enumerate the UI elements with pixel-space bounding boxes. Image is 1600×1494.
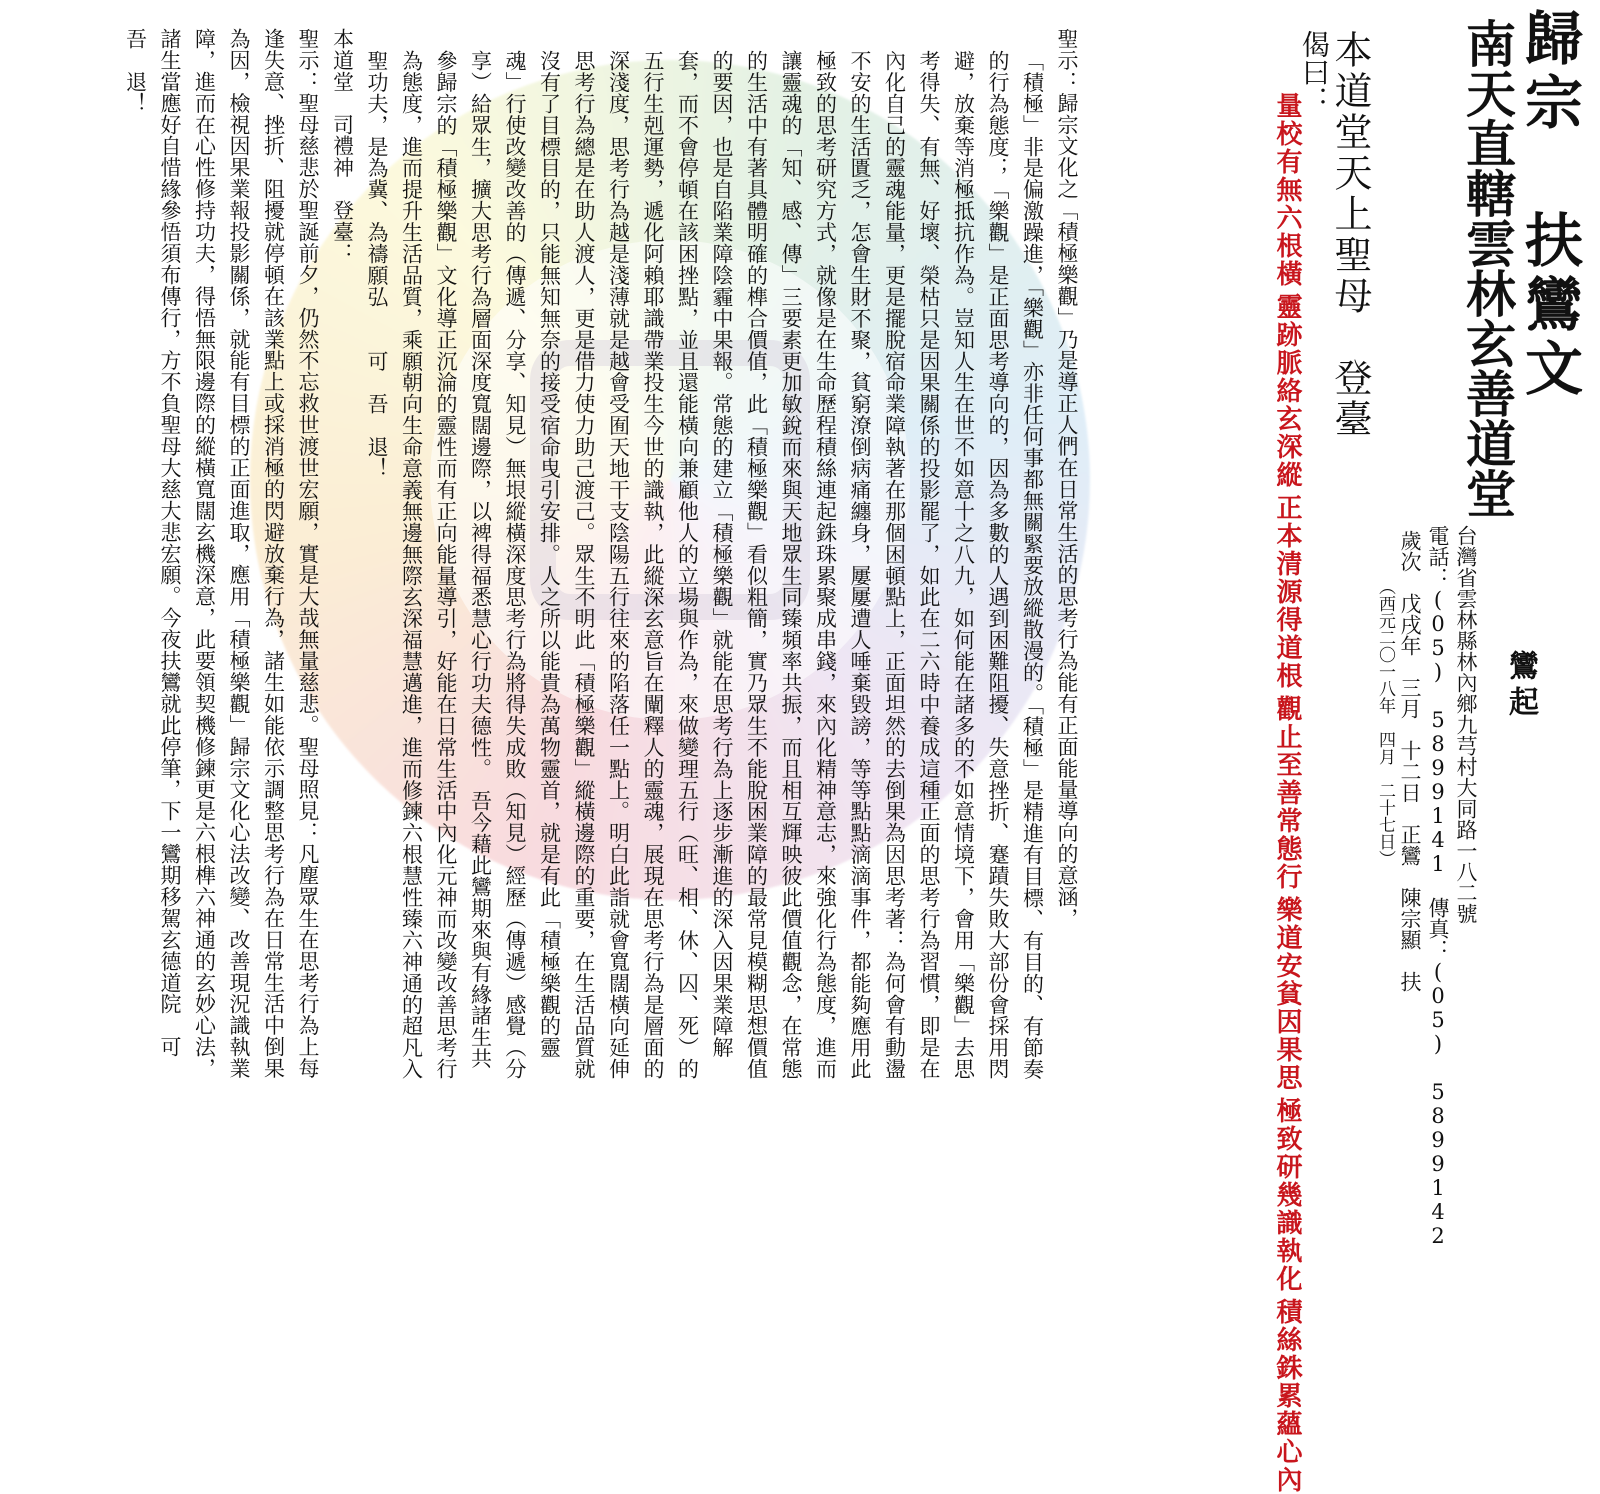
document-title: 歸宗 扶鸞文 <box>1515 8 1583 402</box>
verse-line: 靈跡脈絡玄深縱 <box>1272 293 1302 489</box>
luan-qi-label: 鸞起 <box>1503 650 1538 722</box>
western-date: （西元二〇一八年 四月 二十七日） <box>1375 578 1395 867</box>
verse-line: 極致研幾識執化 <box>1272 1097 1302 1293</box>
temple-phone: 電話：(05) 5899141 傳真：(05) 5899142 <box>1426 525 1450 1248</box>
verse-line: 正本清源得道根 <box>1272 494 1302 690</box>
verse-intro: 偈曰： <box>1298 30 1331 114</box>
temple-address: 台灣省雲林縣林內鄉九芎村大同路一八二號 <box>1454 525 1478 924</box>
teaching-heading: 聖示：歸宗文化之「積極樂觀」乃是導正人們在日常生活的思考行為能有正面能量導向的意涵， <box>1055 28 1079 929</box>
verse-line: 量校有無六根橫 <box>1272 92 1302 288</box>
ceremony-teaching: 聖示：聖母慈悲於聖誕前夕，仍然不忘救世渡世宏願，實是大哉無量慈悲。聖母照見：凡塵眾生在思考行為上每逢失意、挫折、阻擾就停頓在該業點上或採消極的閃避放棄行為，諸生如能依示調整思考行為在日常生活中倒果為因，檢視因果業報投影關係，就能有目標的正面進取，應用「積極樂觀」歸宗文化心法改變、改善現況識執業障，進而在心性修持功夫，得悟無限邊際的縱橫寬闊玄機深意，此要領契機修鍊更是六根榫六神通的玄妙心法，諸生當應好自惜緣參悟須布傳行，方不負聖母大慈大悲宏願。今夜扶鸞就此停筆，下一鸞期移駕玄德道院 可 吾 退！ <box>123 28 320 1080</box>
verse-line: 樂道安貧因果思 <box>1272 896 1302 1092</box>
verse-block <box>1082 92 1300 1494</box>
verse-line: 積絲銖累蘊心內 <box>1272 1298 1302 1494</box>
body-text <box>44 28 1084 1088</box>
ceremony-announcement: 本道堂 司禮神 登臺： <box>330 28 355 264</box>
lunar-date: 歲次 戊戌年 三月 十二日 正鸞 陳宗顯 扶 <box>1398 530 1422 992</box>
temple-name: 南天直轄雲林玄善道堂 <box>1458 18 1517 518</box>
verse-line: 觀止至善常態行 <box>1272 695 1302 891</box>
deity-announcement: 本道堂天上聖母 登臺 <box>1328 30 1372 440</box>
teaching-paragraph: 「積極」非是偏激躁進，「樂觀」亦非任何事都無關緊要放縱散漫的。「積極」是精進有目標、有目的、有節奏的行為態度；「樂觀」是正面思考導向的，因為多數的人遇到困難阻擾、失意挫折、蹇蹟失敗大部份會採用閃避，放棄等消極抵抗作為。豈知人生在世不如意十之八九，如何能在諸多的不如意情境下，會用「樂觀」去思考得失、有無、好壞、榮枯只是因果關係的投影罷了，如此在二六時中養成這種正面的思考行為習慣，即是在內化自己的靈魂能量，更是擺脫宿命業障執著在那個困頓點上，正面坦然的去倒果為因思考著：為何會有動盪不安的生活匱乏，怎會生財不聚，貧窮潦倒病痛纏身，屢屢遭人唾棄毀謗，等等點點滴滴事件，都能夠應用此極致的思考研究方式，就像是在生命歷程積絲連起銖珠累聚成串錢，來內化精神意志，來強化行為態度，進而讓靈魂的「知、感、傳」三要素更加敏銳而來與天地眾生同臻頻率共振，而且相互輝映彼此價值觀念，在常態的生活中有著具體明確的榫合價值，此「積極樂觀」看似粗簡，實乃眾生不能脫困業障的最常見模糊思想價值的要因，也是自陷業障陰霾中果報。常態的建立「積極樂觀」就能在思考行為上逐步漸進的深入因果業障解套，而不會停頓在該困挫點，並且還能橫向兼顧他人的立場與作為，來做變理五行（旺、相、休、囚、死）的五行生剋運勢，遞化阿賴耶識帶業投生今世的識執，此縱深玄意旨在闡釋人的靈魂，展現在思考行為是層面的深淺度，思考行為越是淺薄就是越會受囿天地干支陰陽五行往來的陷落任一點上。明白此詣就會寬闊橫向延伸思考行為總是在助人渡人，更是借力使力助己渡己。眾生不明此「積極樂觀」縱橫邊際的重要，在生活品質就沒有了目標目的，只能無知無奈的接受宿命曳引安排。人之所以能貴為萬物靈首，就是有此「積極樂觀的靈魂」行使改變改善的（傳遞、分享、知見）無垠縱橫深度思考行為將得失成敗（知見）經歷（傳遞）感覺（分享）給眾生，擴大思考行為層面深度寬闊邊際，以裨得福悉慧心行功夫德性。 吾今藉此鸞期來與有緣諸生共參歸宗的「積極樂觀」文化導正沉淪的靈性而有正向能量導引，好能在日常生活中內化元神而改變改善思考行為態度，進而提升生活品質，乘願朝向生命意義無邊無際玄深福慧邁進，進而修鍊六根慧性臻六神通的超凡入聖功夫，是為冀、為禱願弘 可 吾 退！ <box>365 50 1045 1081</box>
